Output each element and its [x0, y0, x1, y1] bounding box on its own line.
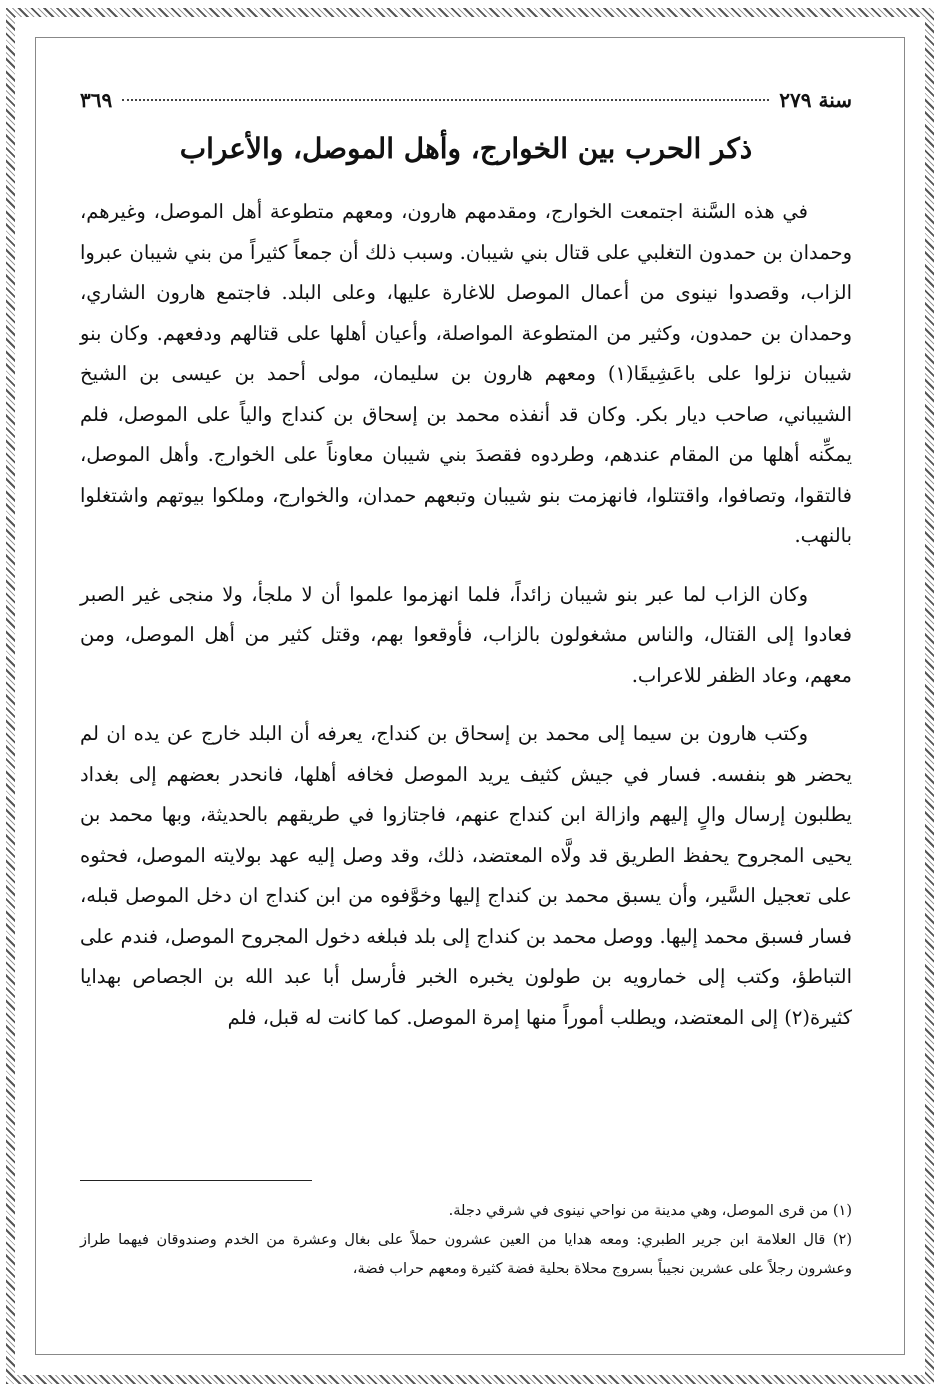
footnote: (١) من قرى الموصل، وهي مدينة من نواحي نينوى في شرقي دجلة.: [448, 1203, 852, 1219]
footnote: (٢) قال العلامة ابن جرير الطبري: ومعه هدايا من العين عشرون حملاً على بغال وعشرة من الخدم وصندوقان فيهما طراز وعشرون رجلاً على عشرين نجيباً بسروج محلاة بحلية فضة كثيرة ومعهم حراب فضة،: [80, 1232, 852, 1277]
book-page: [80, 80, 852, 1320]
page-number: ٣٦٩: [80, 88, 113, 112]
footnote-separator: [80, 1180, 312, 1181]
paragraph: وكتب هارون بن سيما إلى محمد بن إسحاق بن كنداج، يعرفه أن البلد خارج عن يده ان لم يحضر هو بنفسه. فسار في جيش كثيف يريد الموصل فخافه أهلها، فانحدر بعضهم إلى بغداد يطلبون إرسال والٍ إليهم وازالة ابن كنداج عنهم، فاجتازوا في طريقهم بالحديثة، وبها محمد بن يحيى المجروح يحفظ الطريق قد ولَّاه المعتضد، ذلك، وقد وصل إليه عهد بولايته الموصل، فحثوه على تعجيل السَّير، وأن يسبق محمد بن كنداج إليها وخوَّفوه من ابن كنداج ان دخل الموصل قبله، فسار فسبق محمد إليها. ووصل محمد بن كنداج إلى بلد فبلغه دخول المجروح الموصل، فندم على التباطؤ، وكتب إلى خمارويه بن طولون يخبره الخبر فأرسل أبا عبد الله بن الجصاص بهدايا كثيرة(٢) إلى المعتضد، ويطلب أموراً منها إمرة الموصل. كما كانت له قبل، فلم: [80, 722, 852, 1029]
footnotes: [80, 1197, 852, 1284]
paragraph: وكان الزاب لما عبر بنو شيبان زائداً، فلما انهزموا علموا أن لا ملجأ، ولا منجى غير الصبر فعادوا إلى القتال، والناس مشغولون بالزاب، فأوقعوا بهم، وقتل كثير من أهل الموصل، ومن معهم، وعاد الظفر للاعراب.: [80, 582, 852, 687]
running-head: [80, 88, 852, 118]
running-head-year: سنة ٢٧٩: [779, 88, 852, 112]
chapter-title: ذكر الحرب بين الخوارج، وأهل الموصل، والأعراب: [179, 132, 753, 165]
body-text: [80, 192, 852, 1038]
paragraph: في هذه السَّنة اجتمعت الخوارج، ومقدمهم هارون، ومعهم متطوعة أهل الموصل، وغيرهم، وحمدان بن حمدون التغلبي على قتال بني شيبان. وسبب ذلك أن جمعاً كثيراً من بني شيبان عبروا الزاب، وقصدوا نينوى من أعمال الموصل للاغارة عليها، وعلى البلد. فاجتمع هارون الشاري، وحمدان بن حمدون، وكثير من المتطوعة المواصلة، وأعيان أهلها على قتالهم ودفعهم. وكان بنو شيبان نزلوا على باعَشِيقَا(١) ومعهم هارون بن سليمان، مولى أحمد بن عيسى بن الشيخ الشيباني، صاحب ديار بكر. وكان قد أنفذه محمد بن إسحاق بن كنداج والياً على الموصل، فلم يمكِّنه أهلها من المقام عندهم، وطردوه فقصدَ بني شيبان معاوناً على الخوارج. وأهل الموصل، فالتقوا، وتصافوا، واقتتلوا، فانهزمت بنو شيبان وتبعهم حمدان، والخوارج، وملكوا بيوتهم واشتغلوا بالنهب.: [80, 200, 852, 547]
running-head-dotted-leader: [122, 99, 769, 101]
